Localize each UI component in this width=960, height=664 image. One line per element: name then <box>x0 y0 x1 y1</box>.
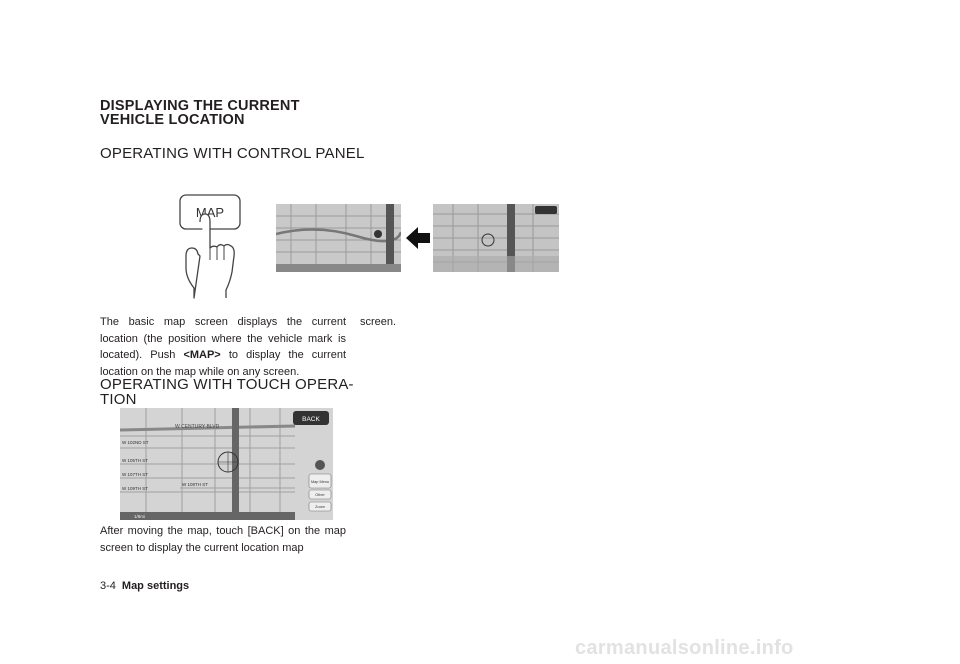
page-heading-line-1: DISPLAYING THE CURRENT <box>100 98 300 114</box>
page-footer <box>100 580 189 592</box>
page-heading-line-2: VEHICLE LOCATION <box>100 112 245 128</box>
hand-press-map-button-illustration <box>176 190 248 300</box>
touch-operation-description: After moving the map, touch [BACK] on the map screen to display the current location map <box>100 525 346 554</box>
map-label-109th: W 109TH ST <box>122 486 149 491</box>
watermark: carmanualsonline.info <box>575 637 794 659</box>
section-title-control-panel: OPERATING WITH CONTROL PANEL <box>100 145 365 162</box>
touch-map-screen-image <box>120 408 333 520</box>
page-number: 3-4 <box>100 580 116 592</box>
section-title-touch-operation <box>100 377 354 407</box>
footer-section-title: Map settings <box>121 580 190 592</box>
map-label-107th: W 107TH ST <box>122 472 149 477</box>
map-key-label: <MAP> <box>183 349 221 361</box>
compass-icon <box>315 460 325 470</box>
other-label: Other <box>315 493 325 497</box>
description-text-1: The basic map screen displays the current location (the position where the vehicle mark is located). Push <box>100 316 346 361</box>
map-label-102nd: W 102ND ST <box>122 440 149 445</box>
description-text-2: to display the current location on the map while on any screen. <box>100 349 347 378</box>
map-scale: 1/8mi <box>134 514 146 519</box>
section-title-line-2: TION <box>100 391 137 408</box>
arrow-left-icon <box>404 225 432 251</box>
control-panel-description <box>100 314 346 380</box>
continuation-text: screen. <box>360 316 397 328</box>
section-title-line-1: OPERATING WITH TOUCH OPERA- <box>100 376 354 393</box>
map-screen-before-image <box>276 204 401 272</box>
map-screen-after-image <box>433 204 559 272</box>
back-button-label: BACK <box>302 416 320 423</box>
map-menu-label: Map Menu <box>311 480 329 484</box>
map-label-boulevard: W CENTURY BLVD <box>175 424 220 430</box>
zoom-label: Zoom <box>315 505 325 509</box>
map-label-108th: W 108TH ST <box>182 482 209 487</box>
map-button-label: MAP <box>195 205 225 220</box>
map-label-105th: W 105TH ST <box>122 458 149 463</box>
page-heading <box>100 99 300 127</box>
